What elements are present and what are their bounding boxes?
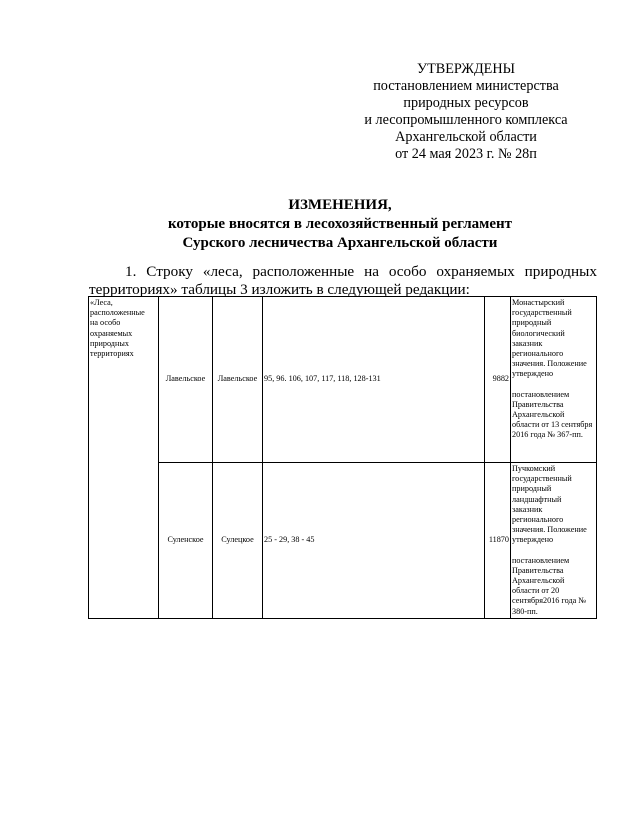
table-row (89, 463, 597, 619)
word: расположенные (252, 263, 355, 280)
word: особо (388, 263, 427, 280)
word: на (364, 263, 379, 280)
table-row (89, 297, 597, 463)
area-cell: 11870 (485, 463, 511, 619)
approval-date: от 24 мая 2023 г. № 28п (395, 146, 537, 162)
word: 1. (125, 263, 137, 280)
regulation-table (88, 296, 597, 619)
approval-line: и лесопромышленного комплекса (364, 112, 568, 128)
paragraph-line-2: территориях» таблицы 3 изложить в следующей редакции: (89, 281, 470, 298)
approval-block (330, 61, 602, 163)
forestry-cell: Лавельское (159, 297, 213, 463)
approval-line: постановлением министерства (373, 78, 559, 94)
word: «леса, (202, 263, 243, 280)
word: природных (524, 263, 597, 280)
quarters-cell: 95, 96. 106, 107, 117, 118, 128-131 (263, 297, 485, 463)
approval-heading: УТВЕРЖДЕНЫ (417, 61, 515, 77)
forestry-cell: Суленское (159, 463, 213, 619)
word: охраняемых (436, 263, 515, 280)
instruction-paragraph (89, 263, 597, 299)
title-line: Сурского лесничества Архангельской области (182, 235, 498, 251)
approval-line: Архангельской области (395, 129, 537, 145)
district-cell: Лавельское (213, 297, 263, 463)
approval-line: природных ресурсов (403, 95, 529, 111)
category-cell: «Леса, расположенные на особо охраняемых природных территориях (89, 297, 159, 619)
title-line: которые вносятся в лесохозяйственный регламент (167, 216, 513, 232)
title-line: ИЗМЕНЕНИЯ, (288, 197, 392, 213)
district-cell: Сулецкое (213, 463, 263, 619)
area-cell: 9882 (485, 297, 511, 463)
note-cell: Пучкомский государственный природный ландшафтный заказник регионального значения. Положение утверждено постановлением Правительства Архангельской области от 20 сентября2016 года № 380-пп. (511, 463, 597, 619)
note-cell: Монастырский государственный природный биологический заказник регионального значения. Положение утверждено постановлением Правительства Архангельской области от 13 сентября 2016 года № 367-пп. (511, 297, 597, 463)
word: Строку (146, 263, 193, 280)
document-title (90, 196, 590, 253)
quarters-cell: 25 - 29, 38 - 45 (263, 463, 485, 619)
paragraph-line-1 (89, 263, 597, 281)
